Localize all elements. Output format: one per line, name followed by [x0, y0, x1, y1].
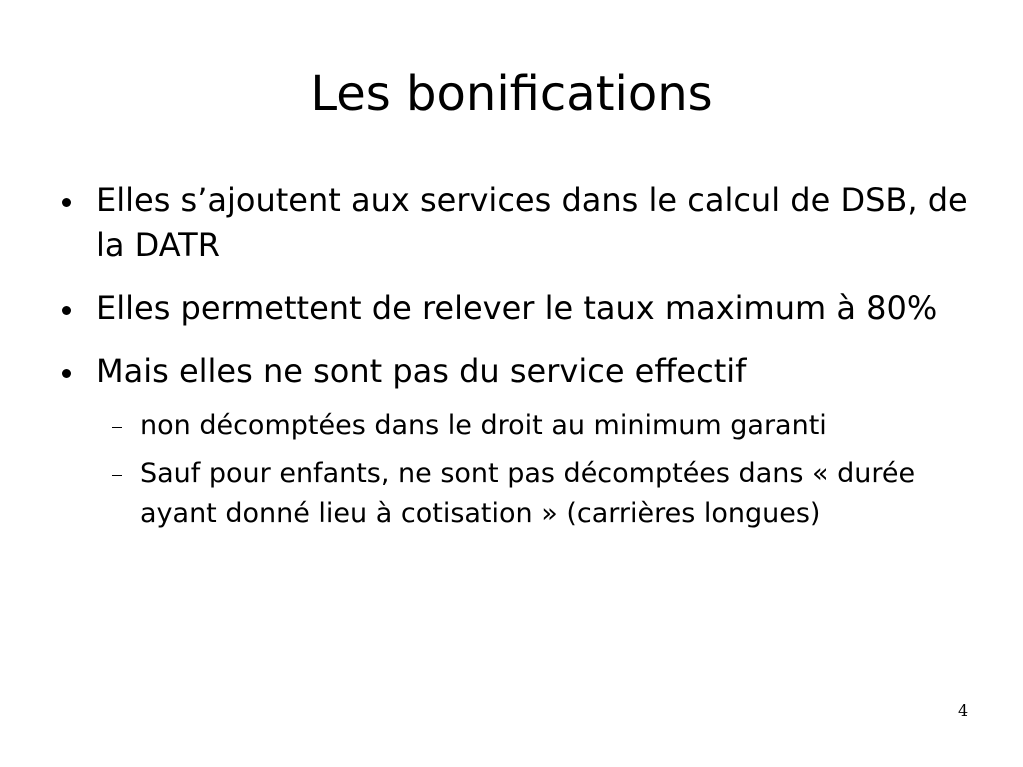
sub-bullet-text: non décomptées dans le droit au minimum garanti — [140, 410, 827, 441]
dash-icon — [112, 475, 122, 476]
bullet-text: Elles permettent de relever le taux maximum à 80% — [96, 289, 938, 327]
bullet-text: Elles s’ajoutent aux services dans le calcul de DSB, de la DATR — [96, 181, 968, 264]
sub-bullet-list — [56, 406, 976, 534]
sub-bullet-group — [56, 406, 976, 534]
sub-bullet-item-2 — [99, 454, 976, 534]
slide-title: Les bonifications — [310, 66, 713, 122]
bullet-dot-icon — [62, 198, 71, 207]
bullet-dot-icon — [62, 306, 71, 315]
sub-bullet-item-1 — [99, 406, 976, 446]
bullet-text: Mais elles ne sont pas du service effectif — [96, 352, 747, 390]
bullet-item-1 — [56, 178, 976, 268]
sub-bullet-text: Sauf pour enfants, ne sont pas décomptées dans « durée ayant donné lieu à cotisation » (carrières longues) — [140, 458, 916, 529]
page-number: 4 — [958, 701, 969, 720]
bullet-item-3 — [56, 349, 976, 394]
bullet-list — [56, 178, 976, 542]
bullet-dot-icon — [62, 369, 71, 378]
dash-icon — [112, 427, 122, 428]
bullet-item-2 — [56, 286, 976, 331]
